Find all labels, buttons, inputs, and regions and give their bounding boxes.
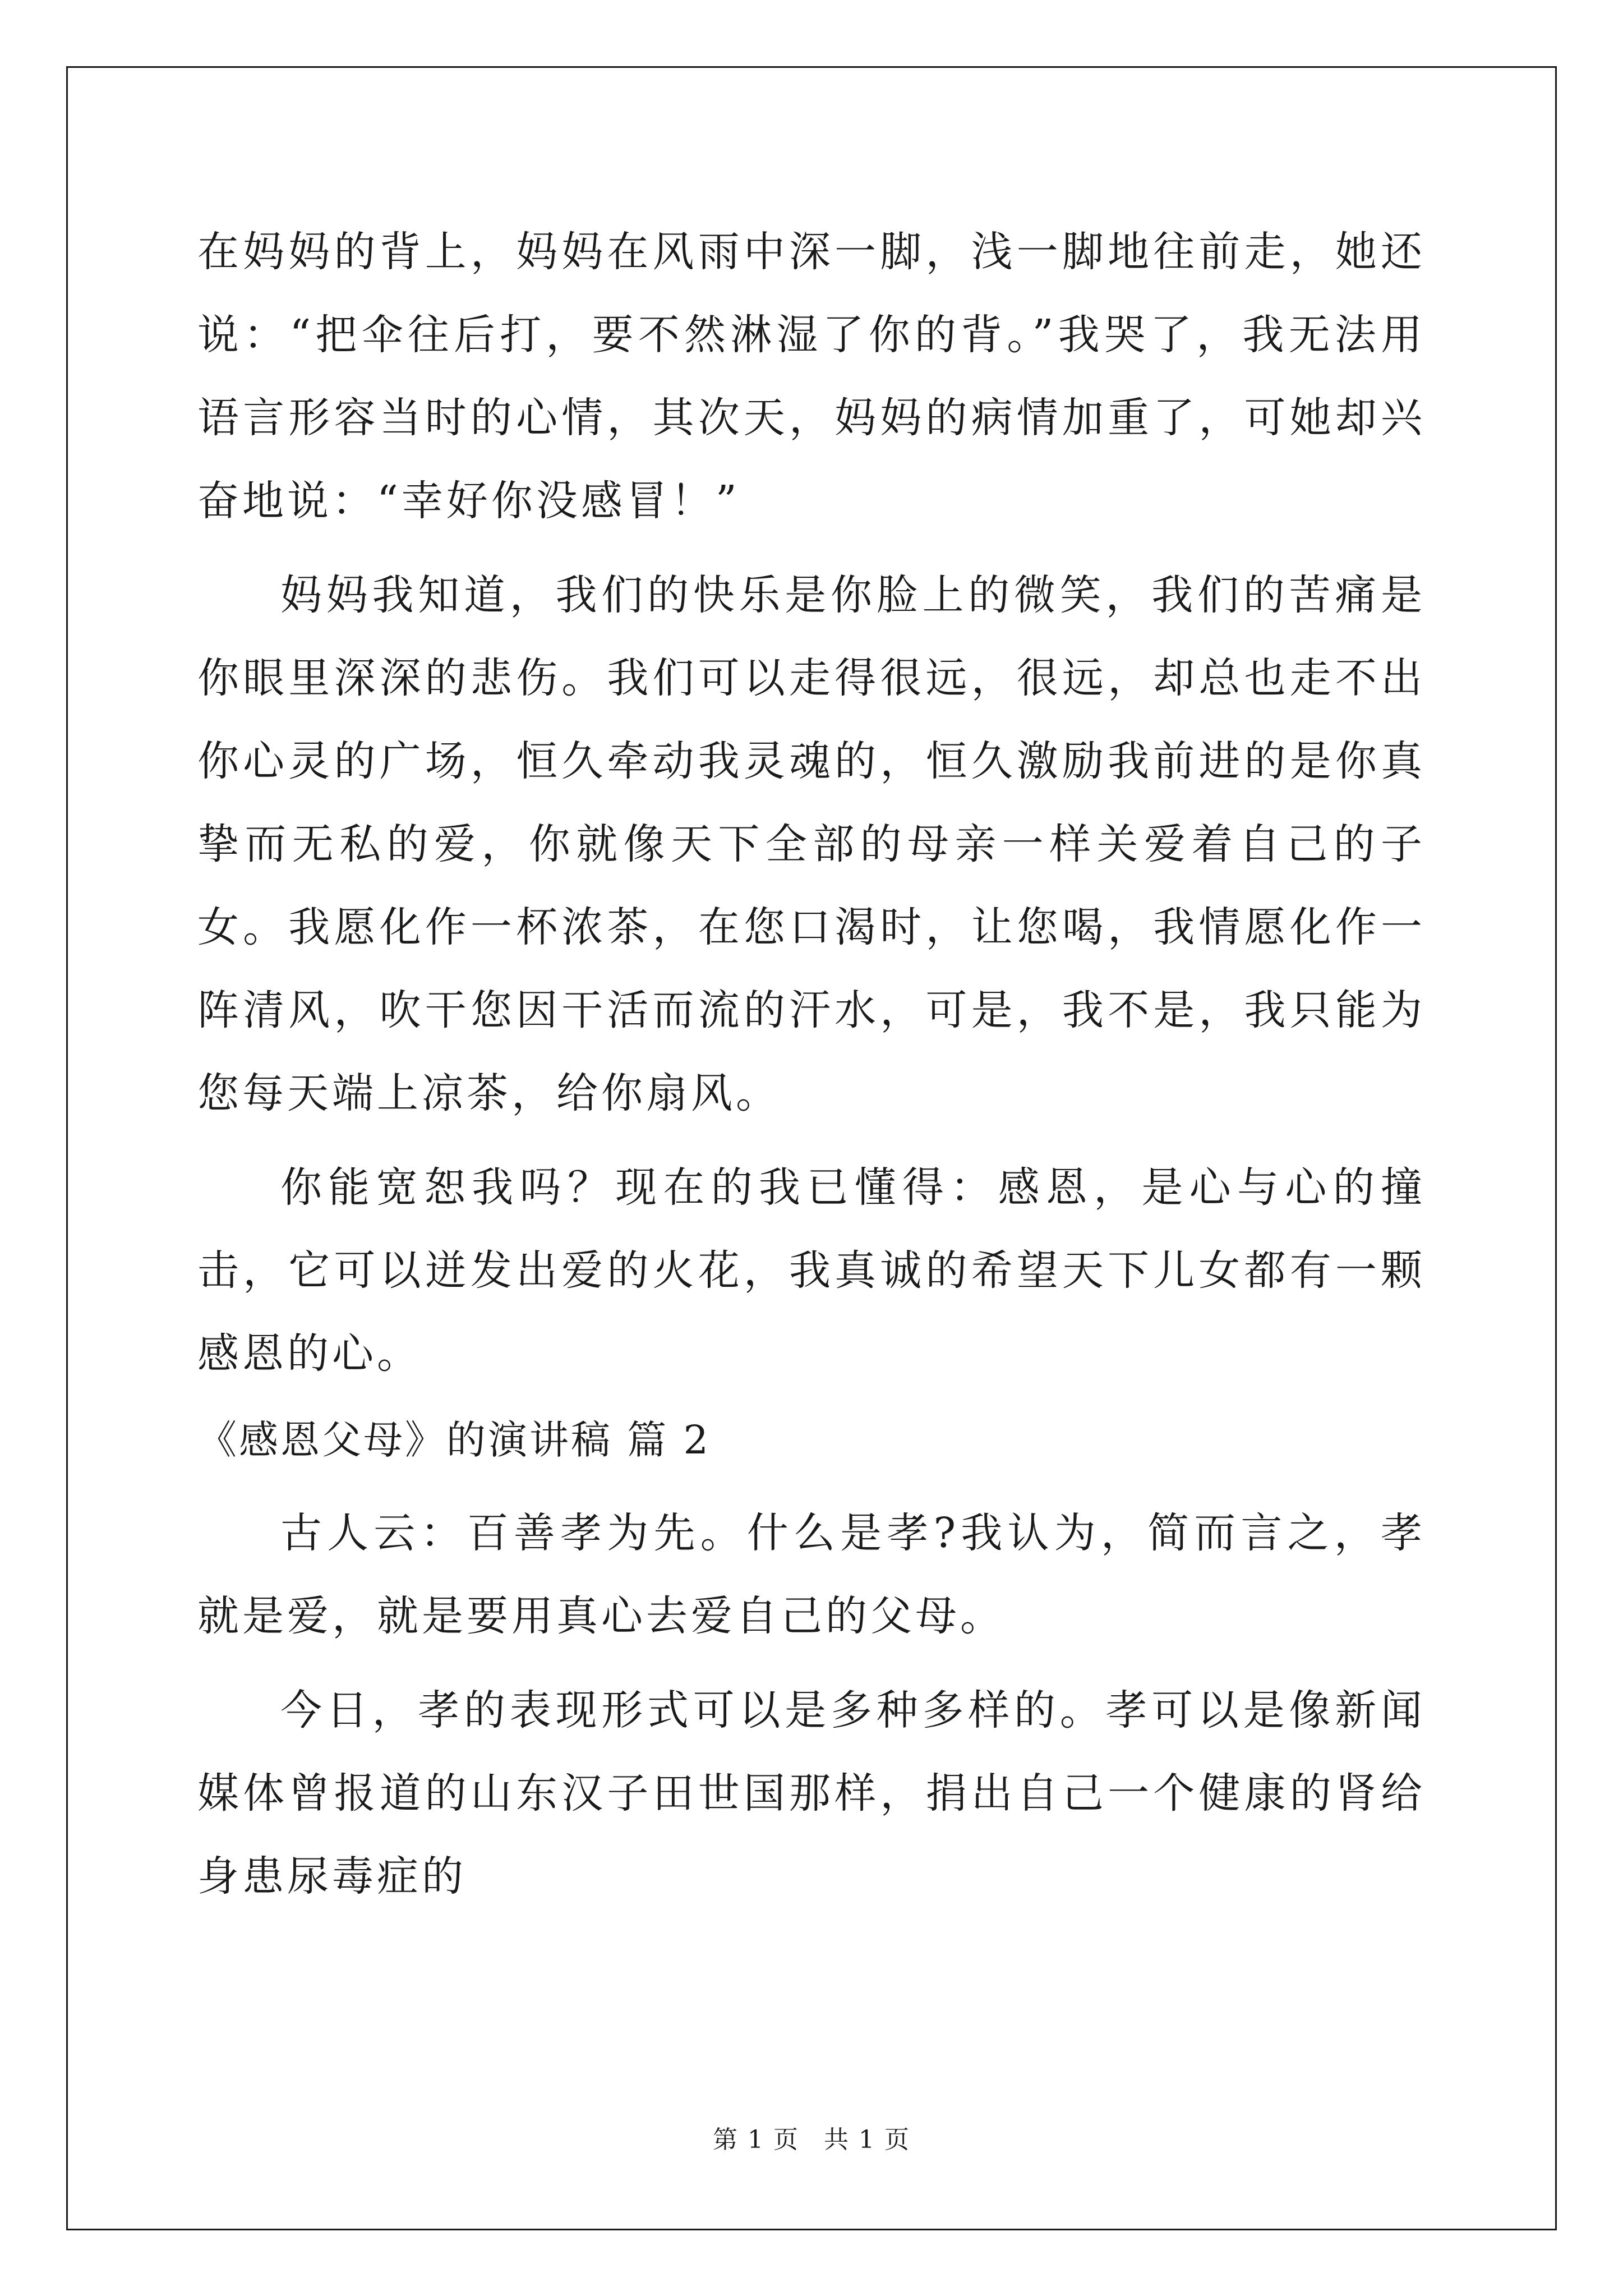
paragraph-1: 在妈妈的背上，妈妈在风雨中深一脚，浅一脚地往前走，她还说：“把伞往后打，要不然淋湿了你的背。”我哭了，我无法用语言形容当时的心情，其次天，妈妈的病情加重了，可她却兴奋地说：“幸好你没感冒！” — [197, 228, 1426, 525]
page-total: 共 1 页 — [824, 2125, 910, 2154]
section-heading: 《感恩父母》的演讲稿 篇 2 — [197, 1417, 711, 1463]
document-body — [197, 210, 1426, 1918]
page-footer — [0, 2119, 1623, 2155]
paragraph-4: 古人云：百善孝为先。什么是孝?我认为，简而言之，孝就是爱，就是要用真心去爱自己的父母。 — [197, 1509, 1426, 1640]
paragraph-5: 今日，孝的表现形式可以是多种多样的。孝可以是像新闻媒体曾报道的山东汉子田世国那样，捐出自己一个健康的肾给身患尿毒症的 — [197, 1686, 1426, 1901]
page-number: 第 1 页 — [713, 2125, 799, 2154]
paragraph-2: 妈妈我知道，我们的快乐是你脸上的微笑，我们的苦痛是你眼里深深的悲伤。我们可以走得很远，很远，却总也走不出你心灵的广场，恒久牵动我灵魂的，恒久激励我前进的是你真挚而无私的爱，你就像天下全部的母亲一样关爱着自己的子女。我愿化作一杯浓茶，在您口渴时，让您喝，我情愿化作一阵清风，吹干您因干活而流的汗水，可是，我不是，我只能为您每天端上凉茶，给你扇风。 — [197, 571, 1426, 1117]
paragraph-3: 你能宽恕我吗？现在的我已懂得：感恩，是心与心的撞击，它可以迸发出爱的火花，我真诚的希望天下儿女都有一颗感恩的心。 — [197, 1163, 1426, 1378]
